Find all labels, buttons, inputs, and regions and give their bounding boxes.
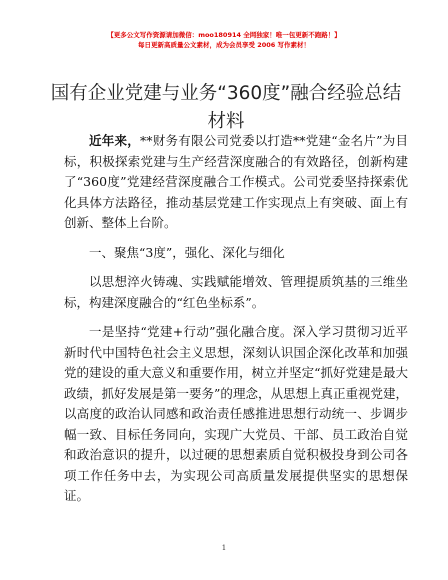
section-1-paragraph: 以思想淬火铸魂、实践赋能增效、管理提质筑基的三维坐标，构建深度融合的“红色坐标系”。: [64, 274, 408, 310]
section-1-heading: 一、聚焦“3度”，强化、深化与细化: [89, 244, 285, 260]
section-1-item-1: 一是坚持“党建+行动”强化融合度。深入学习贯彻习近平新时代中国特色社会主义思想，深刻认识国企深化改革和加强党的建设的重大意义和重要作用，树立并坚定“抓好党建是最大政绩，抓好发展是第一要务”的理念，从思想上真正重视党建，以高度的政治认同感和政治责任感推进思想行动统一、步调步幅一致、目标任务同向，实现广大党员、干部、员工政治自觉和政治意识的提升，以过硬的思想素质自觉积极投身到公司各项工作任务中去，为实现公司高质量发展提供坚实的思想保证。: [64, 324, 408, 503]
document-title: 国有企业党建与业务“360度”融合经验总结材料: [50, 83, 402, 132]
document-body: [64, 131, 408, 507]
promo-banner: [0, 30, 448, 50]
promo-banner-line-2: 每日更新高质量公文素材，成为会员享受 2006 写作素材！: [137, 41, 311, 49]
promo-banner-line-1: 【更多公文写作资源请加微信：moo180914 全网独家！唯一包更新不跑路！】: [107, 31, 341, 39]
intro-paragraph: [64, 131, 408, 234]
intro-text: **财务有限公司党委以打造**党建“金名片”为目标，积极探索党建与生产经营深度融合的有效路径，创新构建了“360度”党建经营深度融合工作模式。公司党委坚持探索优化具体方法路径，推动基层党建工作实现点上有突破、面上有创新、整体上台阶。: [64, 133, 408, 230]
page-number: 1: [221, 544, 227, 552]
intro-lead: 近年来，: [89, 133, 140, 148]
